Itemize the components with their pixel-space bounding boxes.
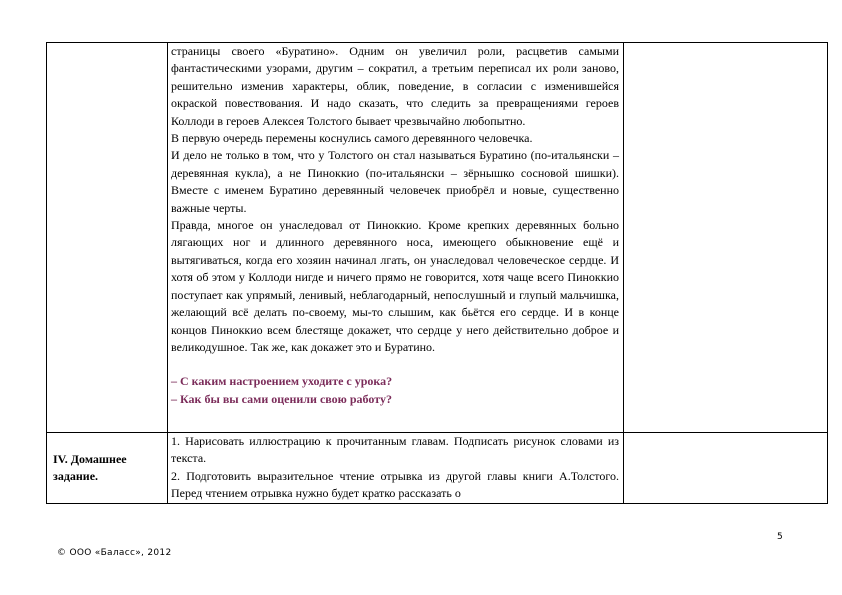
spacer (171, 356, 619, 373)
lesson-table (46, 42, 828, 504)
stage-cell (47, 433, 168, 504)
notes-cell (624, 43, 828, 433)
table-row (47, 43, 828, 433)
homework-item: 1. Нарисовать иллюстрацию к прочитанным главам. Подписать рисунок словами из текста. (171, 434, 619, 466)
stage-cell-empty (47, 43, 168, 433)
content-cell (168, 43, 624, 433)
page-number: 5 (777, 532, 783, 542)
content-cell (168, 433, 624, 504)
content-text (168, 43, 623, 408)
paragraph: И дело не только в том, что у Толстого он стал называться Буратино (по-итальянски – деревянная кукла), а не Пиноккио (по-итальянски – зёрнышко сосновой шишки). Вместе с именем Буратино деревянный человечек приобрёл и новые, существенно важные черты. (171, 148, 619, 215)
reflection-question: – Как бы вы сами оценили свою работу? (171, 391, 392, 406)
footer-copyright: © ООО «Баласс», 2012 (57, 548, 172, 558)
paragraph: страницы своего «Буратино». Одним он увеличил роли, расцветив самыми фантастическими узорами, другим – сократил, а третьим переписал их роли заново, решительно изменив характеры, облик, поведение, в согласии с изменившейся окраской повествования. И надо сказать, что следить за превращениями героев Коллоди в героев Алексея Толстого бывает чрезвычайно любопытно. (171, 44, 619, 128)
content-text (168, 433, 623, 503)
paragraph: В первую очередь перемены коснулись самого деревянного человечка. (171, 131, 533, 146)
table-row (47, 433, 828, 504)
homework-item: 2. Подготовить выразительное чтение отрывка из другой главы книги А.Толстого. Перед чтением отрывка нужно будет кратко рассказать о (171, 468, 619, 501)
stage-heading: IV. Домашнее задание. (53, 452, 127, 483)
notes-cell (624, 433, 828, 504)
paragraph: Правда, многое он унаследовал от Пиноккио. Кроме крепких деревянных больно лягающих ног и длинного деревянного носа, имеющего обыкновение ещё и вытягиваться, когда его хозяин начинал лгать, он унаследовал человеческое сердце. И хотя об этом у Коллоди нигде и ничего прямо не говорится, хотя чаще всего Пиноккио поступает как упрямый, ленивый, неблагодарный, непослушный и глупый мальчишка, желающий всё делать по-своему, мы-то слышим, как бьётся его сердце. И в конце концов Пиноккио всем блестяще докажет, что сердце у него действительно доброе и великодушное. Так же, как докажет это и Буратино. (171, 218, 619, 354)
reflection-question: – С каким настроением уходите с урока? (171, 374, 393, 389)
